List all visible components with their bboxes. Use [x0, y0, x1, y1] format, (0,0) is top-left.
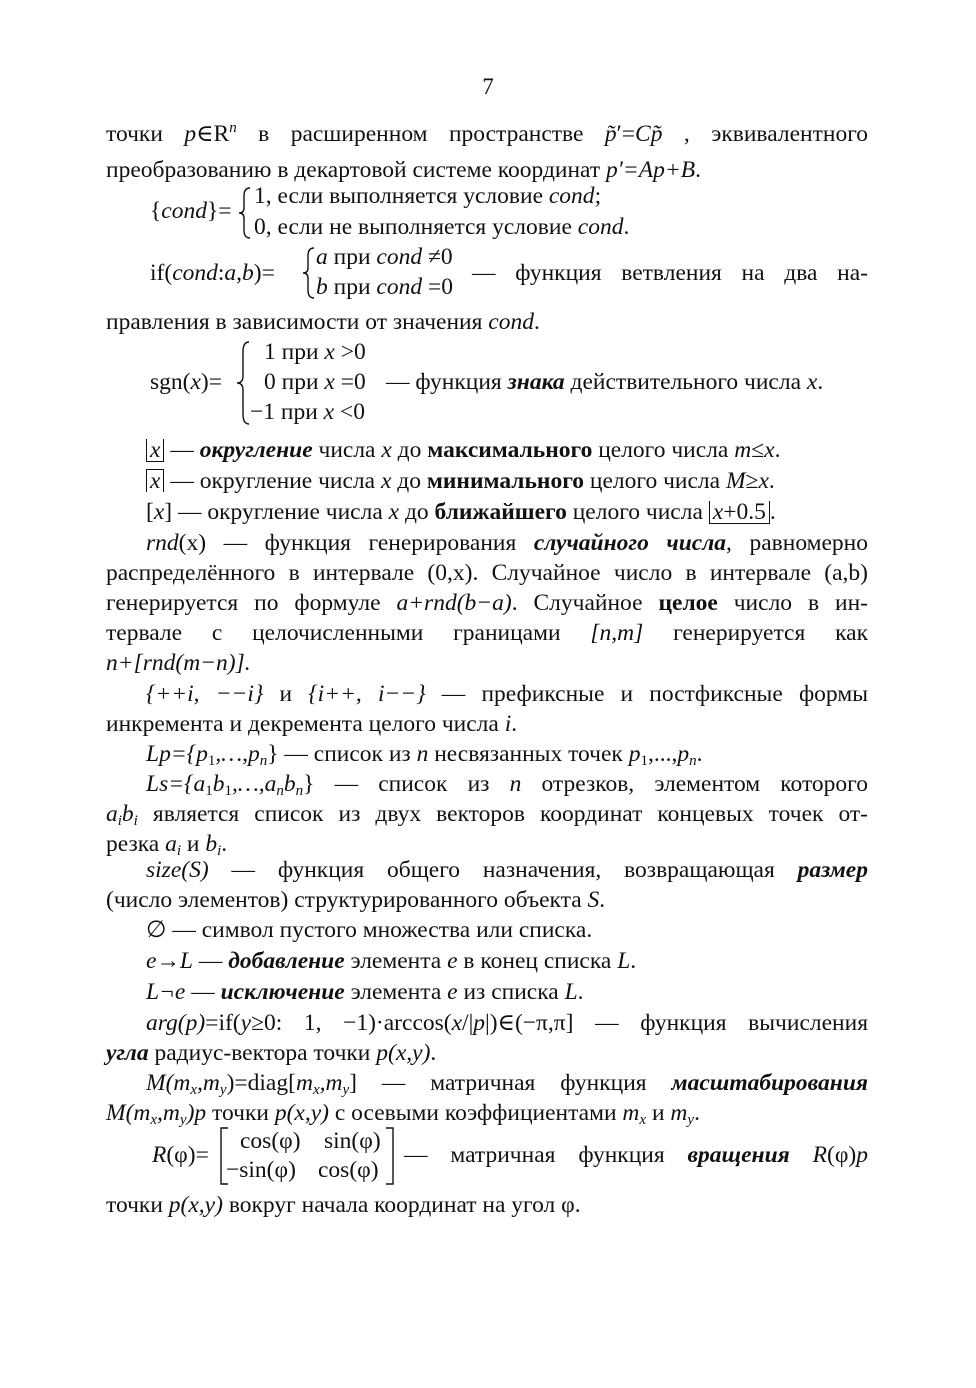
rotation-m11: cos(φ) [240, 1128, 301, 1154]
ls-line-1: $Ls=\{a_1b_1,\dots,a_nb_n\}$ — список из n отрезков, элементом которого [146, 771, 868, 799]
incdec-line-1: {++i, −−i} и {i++, i−−} — префиксные и постфиксные формы [146, 681, 868, 707]
sgn-case-1: 1 при x >0 [264, 339, 366, 365]
if-continuation: правления в зависимости от значения cond. [106, 309, 540, 335]
text-line-1: точки $p\in R^n$ в расширенном пространстве p̃′=Cp̃ , эквивалентного [106, 120, 868, 147]
if-description: — функция ветвления на два на- [472, 260, 868, 286]
rnd-line-4: тервале с целочисленными границами [n,m] генерируется как [106, 620, 868, 646]
page-number: 7 [482, 74, 494, 99]
ls-line-3: резка $a_i$ и $b_i$. [106, 831, 228, 859]
if-lhs: if(cond:a,b)= [150, 260, 275, 286]
rnd-line-1: rnd(x) — функция генерирования случайного числа, равномерно [146, 530, 868, 556]
ceil-line: x — округление числа x до минимального целого числа M≥x. [146, 466, 868, 496]
if-brace [302, 246, 316, 300]
incdec-line-2: инкремента и декремента целого числа i. [106, 711, 518, 737]
sgn-lhs: sgn(x)= [150, 369, 223, 395]
ls-line-2: $a_ib_i$ является список из двух векторов координат концевых точек от- [106, 801, 868, 829]
remove-line: L¬e — исключение элемента e из списка L. [146, 979, 584, 1005]
cond-lhs: {cond}= [150, 198, 232, 224]
cond-case-1: 1, если выполняется условие cond; [254, 183, 602, 209]
sgn-description: — функция знака действительного числа x. [386, 369, 824, 395]
rnd-line-5: n+[rnd(m−n)]. [106, 650, 251, 676]
rotation-m12: sin(φ) [324, 1128, 381, 1154]
sgn-case-2: 0 при x =0 [264, 369, 366, 395]
if-case-2: b при cond =0 [316, 274, 453, 300]
arg-line-2: угла радиус-вектора точки p(x,y). [106, 1040, 437, 1066]
rotation-lhs: R(φ)= [152, 1142, 209, 1168]
cond-brace [238, 186, 252, 240]
size-line-1: size(S) — функция общего назначения, возвращающая размер [146, 857, 868, 883]
empty-set-line: ∅ — символ пустого множества или списка. [146, 917, 593, 943]
text-line-2: преобразованию в декартовой системе координат p′=Ap+B. [106, 157, 701, 183]
lp-line: $Lp=\{p_1,\dots,p_n\}$ — список из n несвязанных точек $p_1,...,p_n$. [146, 741, 703, 769]
floor-line: x — округление числа x до максимального целого числа m≤x. [146, 435, 868, 465]
size-line-2: (число элементов) структурированного объекта S. [106, 887, 606, 913]
scale-line-2: $M(m_x,m_y)p$ точки p(x,y) с осевыми коэффициентами $m_x$ и $m_y$. [106, 1100, 700, 1128]
rnd-line-3: генерируется по формуле a+rnd(b−a). Случайное целое число в ин- [106, 590, 868, 616]
rotation-line-2: точки p(x,y) вокруг начала координат на угол φ. [106, 1192, 581, 1218]
rotation-m21: −sin(φ) [226, 1157, 296, 1183]
rnd-line-2: распределённого в интервале (0,x). Случайное число в интервале (a,b) [106, 560, 868, 586]
if-case-1: a при cond ≠0 [316, 244, 453, 270]
sgn-case-3: −1 при x <0 [250, 399, 365, 425]
cond-case-2: 0, если не выполняется условие cond. [254, 214, 630, 240]
append-line: e→L — добавление элемента e в конец списка L. [146, 948, 637, 974]
round-line: [x] — округление числа x до ближайшего целого числа x+0.5 . [146, 499, 776, 525]
rotation-m22: cos(φ) [318, 1157, 379, 1183]
rotation-description: — матричная функция вращения R(φ)p [404, 1142, 868, 1168]
arg-line-1: arg(p)=if(y≥0: 1, −1)·arccos(x/|p|)∈(−π,π] — функция вычисления [146, 1010, 868, 1036]
scale-line-1: $M(m_x,m_y)=diag[m_x,m_y]$ — матричная функция масштабирования [146, 1070, 868, 1098]
